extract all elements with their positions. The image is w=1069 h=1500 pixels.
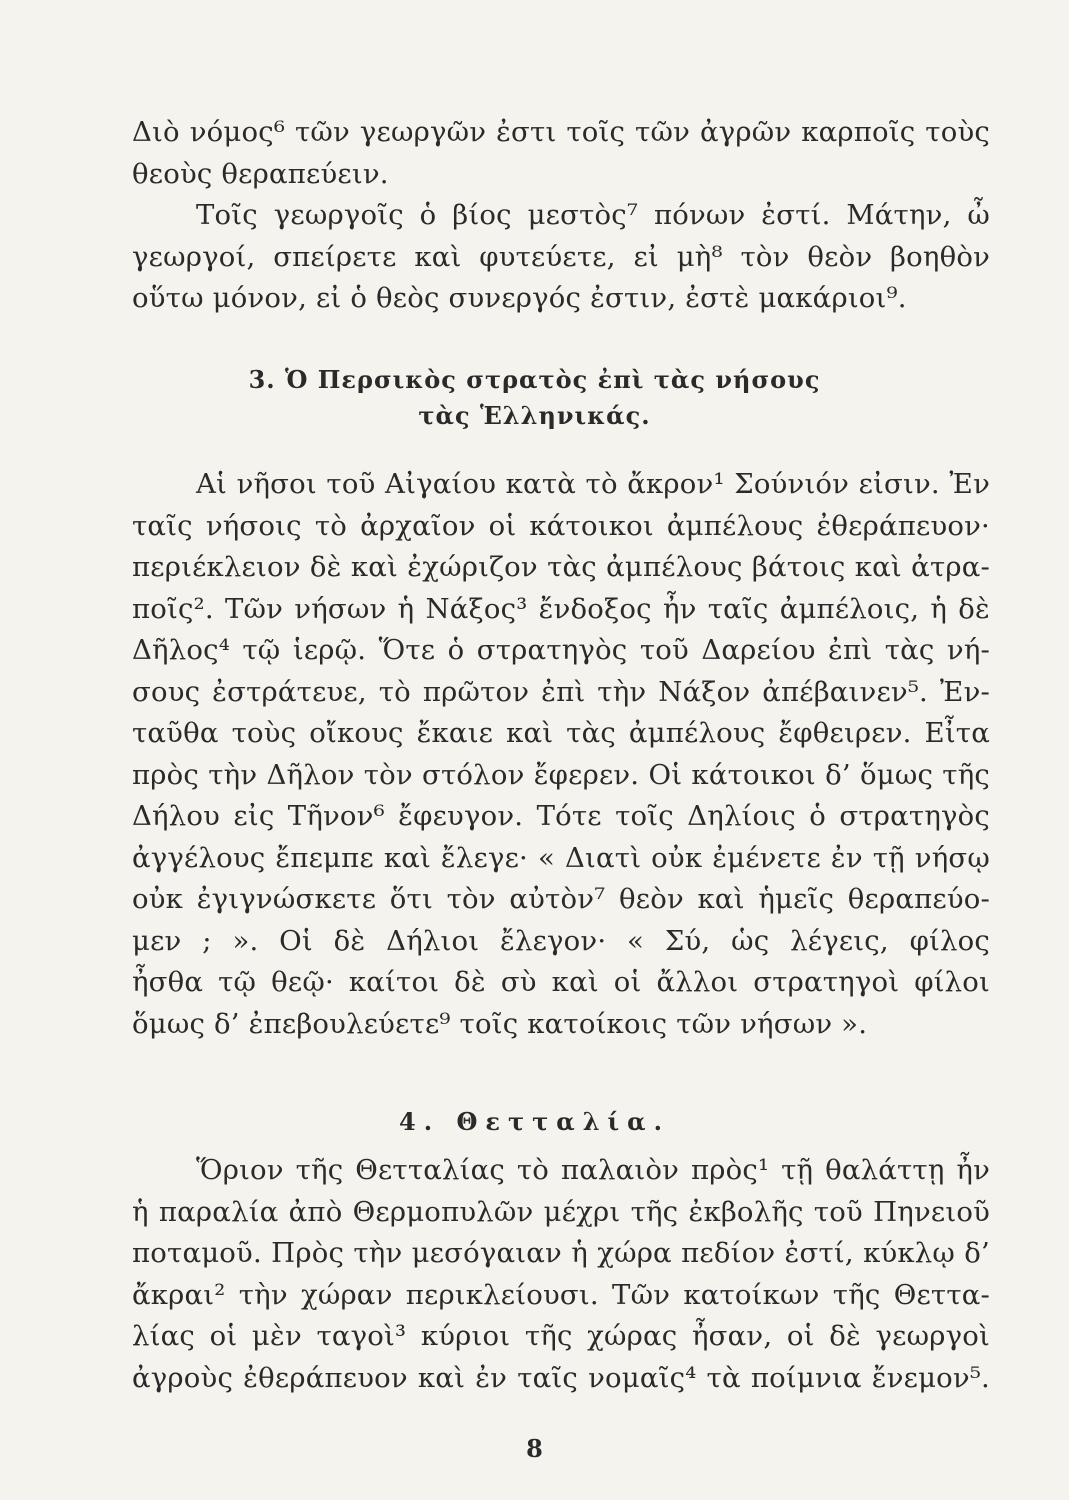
section4-paragraph — [132, 1150, 990, 1399]
text-line: θεοὺς θεραπεύειν. — [132, 157, 389, 190]
text-line: ποῖς². Τῶν νήσων ἡ Νάξος³ ἔνδοξος ἦν ταῖς ἀμπέλοις, ἡ δὲ — [132, 592, 990, 625]
text-line: ἦσθα τῷ θεῷ· καίτοι δὲ σὺ καὶ οἱ ἄλλοι στρατηγοὶ φίλοι — [132, 966, 990, 998]
text-line: ταῖς νήσοις τὸ ἀρχαῖον οἱ κάτοικοι ἀμπέλους ἐθεράπευον· — [132, 509, 990, 542]
text-line: ἄκραι² τὴν χώραν περικλείουσι. Τῶν κατοίκων τῆς Θεττα- — [132, 1278, 990, 1311]
text-line: ἀγγέλους ἔπεμπε καὶ ἔλεγε· « Διατὶ οὐκ ἐμένετε ἐν τῇ νήσῳ — [132, 841, 990, 874]
text-line: πρὸς τὴν Δῆλον τὸν στόλον ἔφερεν. Οἱ κάτοικοι δ’ ὅμως τῆς — [132, 758, 990, 791]
text-line: ἡ παραλία ἀπὸ Θερμοπυλῶν μέχρι τῆς ἐκβολῆς τοῦ Πηνειοῦ — [132, 1195, 990, 1228]
text-line: γεωργοί, σπείρετε καὶ φυτεύετε, εἰ μὴ⁸ τὸν θεὸν βοηθὸν — [132, 240, 990, 273]
page-number: 8 — [526, 1434, 543, 1463]
text-line: ἀγροὺς ἐθεράπευον καὶ ἐν ταῖς νομαῖς⁴ τὰ ποίμνια ἔνεμον⁵. — [132, 1361, 990, 1394]
section3-heading-line1: 3. Ὁ Περσικὸς στρατὸς ἐπὶ τὰς νήσους — [248, 365, 821, 394]
text-line: Ὅριον τῆς Θετταλίας τὸ παλαιὸν πρὸς¹ τῇ θαλάττῃ ἦν — [196, 1154, 990, 1186]
text-line: Διὸ νόμος⁶ τῶν γεωργῶν ἐστι τοῖς τῶν ἀγρῶν καρποῖς τοὺς — [132, 116, 990, 148]
text-line: Δήλου εἰς Τῆνον⁶ ἔφευγον. Τότε τοῖς Δηλίοις ὁ στρατηγὸς — [132, 800, 990, 832]
text-line: ὅμως δ’ ἐπεβουλεύετε⁹ τοῖς κατοίκοις τῶν νήσων ». — [132, 1007, 868, 1040]
section4-heading: 4. Θετταλία. — [399, 1107, 670, 1136]
text-line: ποταμοῦ. Πρὸς τὴν μεσόγαιαν ἡ χώρα πεδίον ἐστί, κύκλῳ δ’ — [132, 1237, 990, 1269]
text-line: οὕτω μόνον, εἰ ὁ θεὸς συνεργός ἐστιν, ἐστὲ μακάριοι⁹. — [132, 282, 907, 314]
text-line: Τοῖς γεωργοῖς ὁ βίος μεστὸς⁷ πόνων ἐστί. Μάτην, ὦ — [196, 199, 990, 231]
section3-heading-line2: τὰς Ἑλληνικάς. — [418, 401, 651, 430]
text-line: Δῆλος⁴ τῷ ἱερῷ. Ὅτε ὁ στρατηγὸς τοῦ Δαρείου ἐπὶ τὰς νή- — [132, 634, 990, 666]
section3-paragraph — [132, 464, 990, 1045]
text-line: περιέκλειον δὲ καὶ ἐχώριζον τὰς ἀμπέλους βάτοις καὶ ἀτρα- — [132, 551, 990, 583]
text-line: μεν ; ». Οἱ δὲ Δήλιοι ἔλεγον· « Σύ, ὡς λέγεις, φίλος — [132, 924, 990, 957]
text-line: ταῦθα τοὺς οἴκους ἔκαιε καὶ τὰς ἀμπέλους ἔφθειρεν. Εἶτα — [132, 717, 990, 749]
text-line: Αἱ νῆσοι τοῦ Αἰγαίου κατὰ τὸ ἄκρον¹ Σούνιόν εἰσιν. Ἐν — [196, 468, 990, 500]
text-line: οὐκ ἐγιγνώσκετε ὅτι τὸν αὐτὸν⁷ θεὸν καὶ ἡμεῖς θεραπεύο- — [132, 883, 990, 915]
text-line: σους ἐστράτευε, τὸ πρῶτον ἐπὶ τὴν Νάξον ἀπέβαινεν⁵. Ἐν- — [132, 675, 990, 708]
text-line: λίας οἱ μὲν ταγοὶ³ κύριοι τῆς χώρας ἦσαν, οἱ δὲ γεωργοὶ — [132, 1320, 990, 1352]
section1-paragraph — [132, 112, 990, 320]
